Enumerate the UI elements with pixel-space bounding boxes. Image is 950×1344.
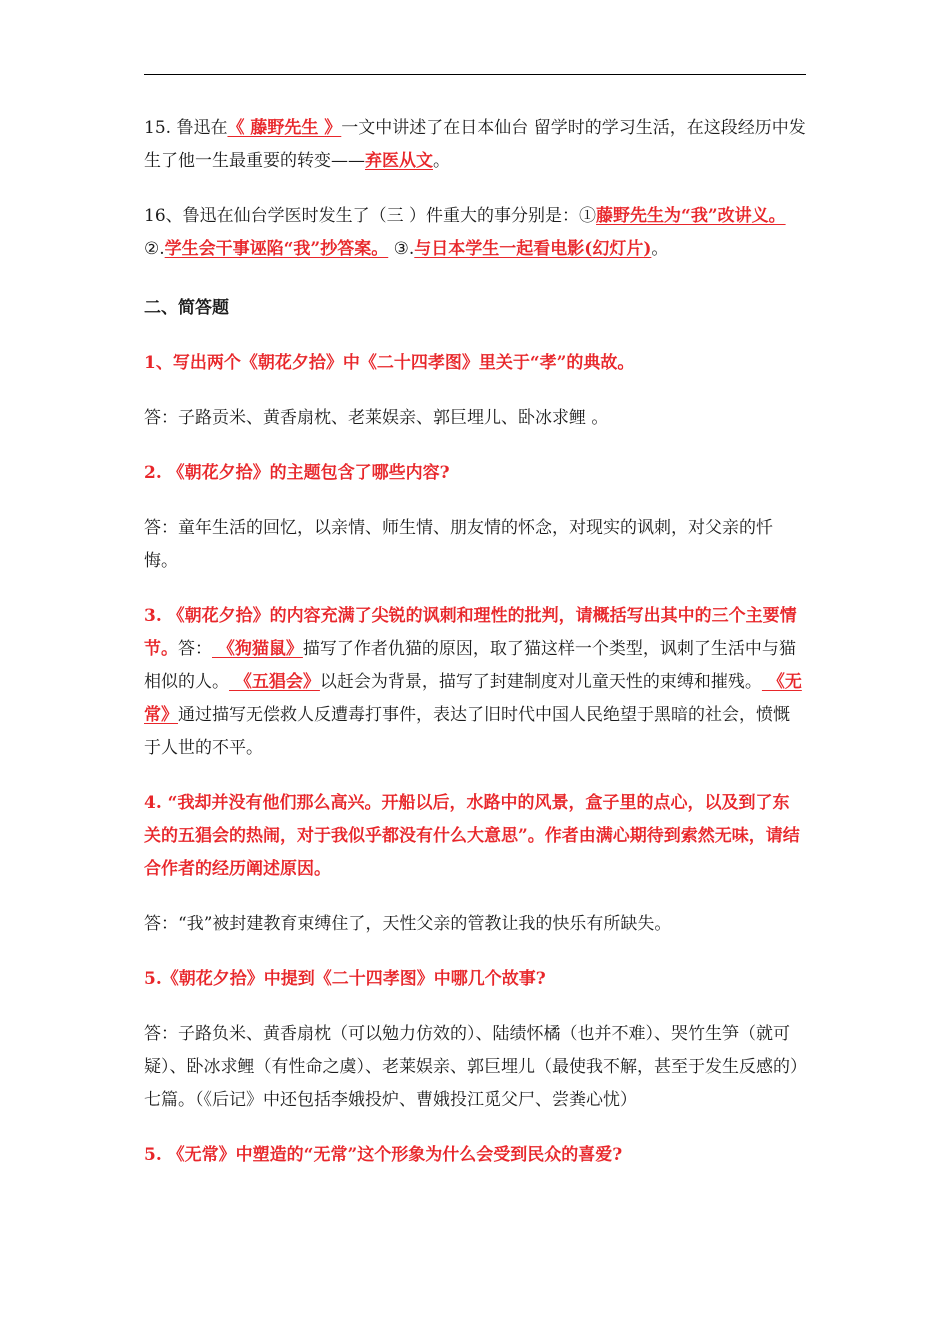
s3-answer-2: 以赶会为背景，描写了封建制度对儿童天性的束缚和摧残。 xyxy=(319,672,762,692)
s3-title-2: 《五猖会》 xyxy=(229,672,320,692)
s3-answer-3: 通过描写无偿救人反遭毒打事件，表达了旧时代中国人民绝望于黑暗的社会，愤慨于人世的不平。 xyxy=(144,705,790,758)
short-answer-4: 答：“我”被封建教育束缚住了，天性父亲的管教让我的快乐有所缺失。 xyxy=(144,914,672,934)
q16-text: 16、鲁迅在仙台学医时发生了（三 ）件重大的事分别是：① xyxy=(144,206,597,226)
short-question-1: 1、写出两个《朝花夕拾》中《二十四孝图》里关于“孝”的典故。 xyxy=(144,353,635,373)
short-question-5: 5.《朝花夕拾》中提到《二十四孝图》中哪几个故事? xyxy=(144,969,546,989)
q16-answer-2: 学生会干事诬陷“我”抄答案。 xyxy=(164,239,389,259)
s3-answer-1: 描写了作者仇猫的原因，取了猫这样一个类型，讽刺了生活中与猫相似的人。 xyxy=(144,639,796,692)
q15-text-2: 一文中讲述了在日本仙台 留学时的学习生活，在这段经历中发生了他一生最重要的转变—— xyxy=(144,118,806,171)
short-question-2: 2. 《朝花夕拾》的主题包含了哪些内容? xyxy=(144,463,450,483)
short-question-4: 4. “我却并没有他们那么高兴。开船以后，水路中的风景，盒子里的点心，以及到了东关的五猖会的热闹，对于我似乎都没有什么大意思”。作者由满心期待到索然无味，请结合作者的经历阐述原因。 xyxy=(144,793,800,879)
q15-end: 。 xyxy=(433,151,450,171)
q16-num-2: ②. xyxy=(144,239,165,259)
section-heading: 二、简答题 xyxy=(144,298,229,318)
q16-num-3: ③. xyxy=(388,239,415,259)
question-16 xyxy=(144,200,806,266)
short-answer-2: 答：童年生活的回忆，以亲情、师生情、朋友情的怀念，对现实的讽刺，对父亲的忏悔。 xyxy=(144,518,773,571)
s3-title-3: 《无常》 xyxy=(144,672,802,725)
s3-question: 3. 《朝花夕拾》的内容充满了尖锐的讽刺和理性的批判，请概括写出其中的三个主要情节。 xyxy=(144,606,797,659)
q16-answer-3: 与日本学生一起看电影(幻灯片) xyxy=(414,239,652,259)
question-15 xyxy=(144,112,806,178)
q16-answer-1: 藤野先生为“我”改讲义。 xyxy=(596,206,786,226)
header-rule xyxy=(144,74,806,75)
q15-text: 15. 鲁迅在 xyxy=(144,118,228,138)
short-question-6: 5. 《无常》中塑造的“无常”这个形象为什么会受到民众的喜爱? xyxy=(144,1145,623,1165)
q16-end: 。 xyxy=(651,239,669,259)
document-body xyxy=(144,112,806,1194)
s3-title-1: 《狗猫鼠》 xyxy=(212,639,303,659)
short-answer-5: 答：子路负米、黄香扇枕（可以勉力仿效的）、陆绩怀橘（也并不难）、哭竹生笋（就可疑）、卧冰求鲤（有性命之虞）、老莱娱亲、郭巨埋儿（最使我不解，甚至于发生反感的）七篇。（《后记》中还包括李娥投炉、曹娥投江觅父尸、尝粪心忧） xyxy=(144,1024,799,1110)
s3-answer-prefix: 答： xyxy=(178,639,212,659)
q15-answer: 弃医从文 xyxy=(365,151,433,171)
q15-answer-title: 《 藤野先生 》 xyxy=(227,118,342,138)
short-answer-1: 答：子路贡米、黄香扇枕、老莱娱亲、郭巨埋儿、卧冰求鲤 。 xyxy=(144,408,609,428)
short-question-3 xyxy=(144,600,806,765)
